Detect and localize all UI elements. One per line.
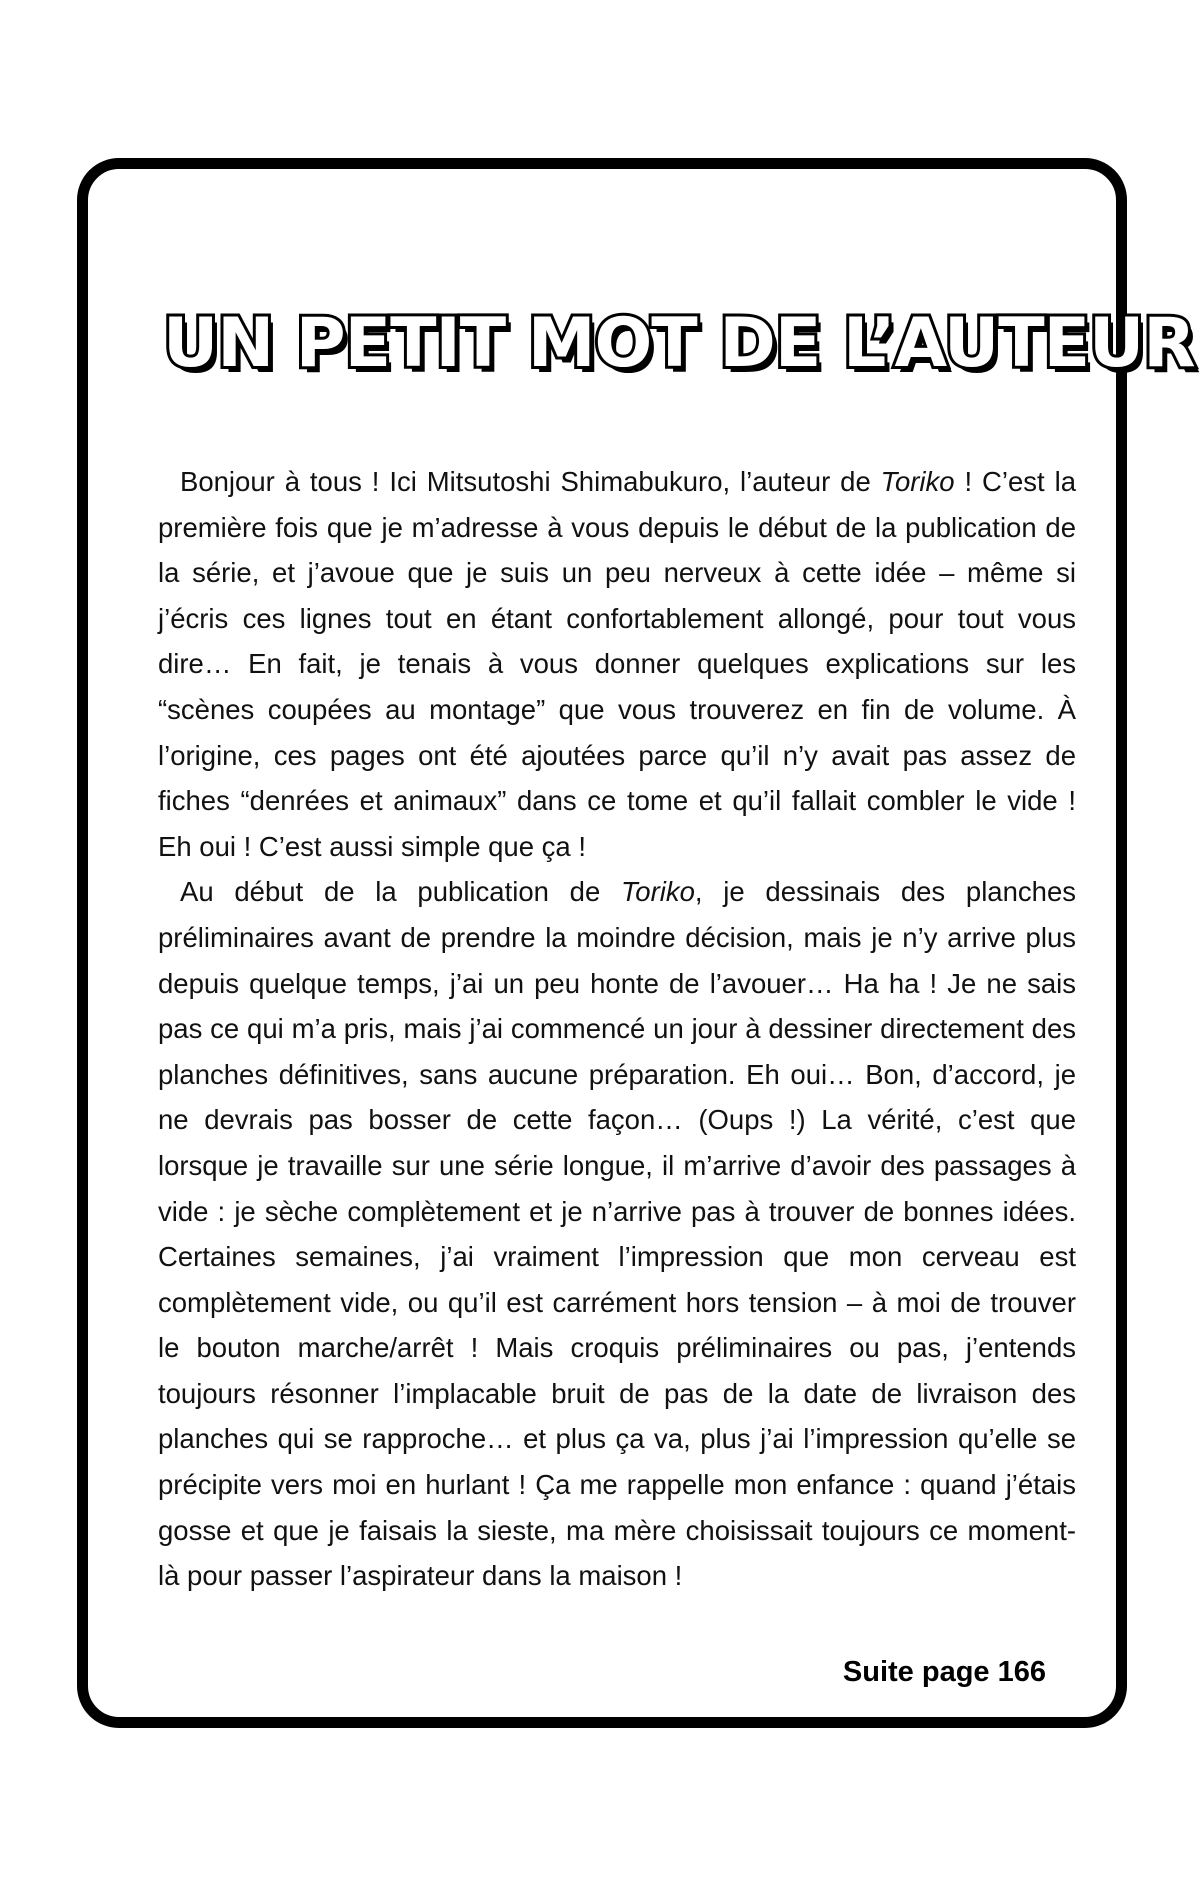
paragraph-2-part-b: , je dessinais des planches préliminaires avant de prendre la moindre décision, mais je n’y arrive plus depuis quelque temps, j’ai un peu honte de l’avouer… Ha ha ! Je ne sais pas ce qui m’a pris, mais j’ai commencé un jour à dessiner directement des planches définitives, sans aucune préparation. Eh oui… Bon, d’accord, je ne devrais pas bosser de cette façon… (Oups !) La vérité, c’est que lorsque je travaille sur une série longue, il m’arrive d’avoir des passages à vide : je sèche complètement et je n’arrive pas à trouver de bonnes idées. Certaines semaines, j’ai vraiment l’impression que mon cerveau est complètement vide, ou qu’il est carrément hors tension – à moi de trouver le bouton marche/arrêt ! Mais croquis préliminaires ou pas, j’entends toujours résonner l’implacable bruit de pas de la date de livraison des planches qui se rapproche… et plus ça va, plus j’ai l’impression qu’elle se précipite vers moi en hurlant ! Ça me rappelle mon enfance : quand j’étais gosse et que je faisais la sieste, ma mère choisissait toujours ce moment-là pour passer l’aspirateur dans la maison ! — [158, 876, 1076, 1592]
paragraph-1-part-b: ! C’est la première fois que je m’adresse à vous depuis le début de la publication de la série, et j’avoue que je suis un peu nerveux à cette idée – même si j’écris ces lignes tout en étant confortablement allongé, pour tout vous dire… En fait, je tenais à vous donner quelques explications sur les “scènes coupées au montage” que vous trouverez en fin de volume. À l’origine, ces pages ont été ajoutées parce qu’il n’y avait pas assez de fiches “denrées et animaux” dans ce tome et qu’il fallait combler le vide ! Eh oui ! C’est aussi simple que ça ! — [158, 466, 1076, 862]
page-title: UN PETIT MOT DE L’AUTEUR — [163, 304, 1195, 383]
paragraph-1-part-a: Bonjour à tous ! Ici Mitsutoshi Shimabukuro, l’auteur de — [180, 466, 881, 497]
paragraph-1-italic: Toriko — [880, 466, 955, 497]
paragraph-1 — [158, 459, 1076, 869]
paragraph-2-italic: Toriko — [621, 876, 695, 908]
paragraph-2 — [158, 869, 1076, 1599]
text-frame — [77, 158, 1195, 1728]
author-note-body — [158, 459, 1076, 1599]
paragraph-2-part-a: Au début de la publication de — [180, 876, 621, 908]
continuation-note: Suite page 166 — [842, 1656, 1046, 1688]
